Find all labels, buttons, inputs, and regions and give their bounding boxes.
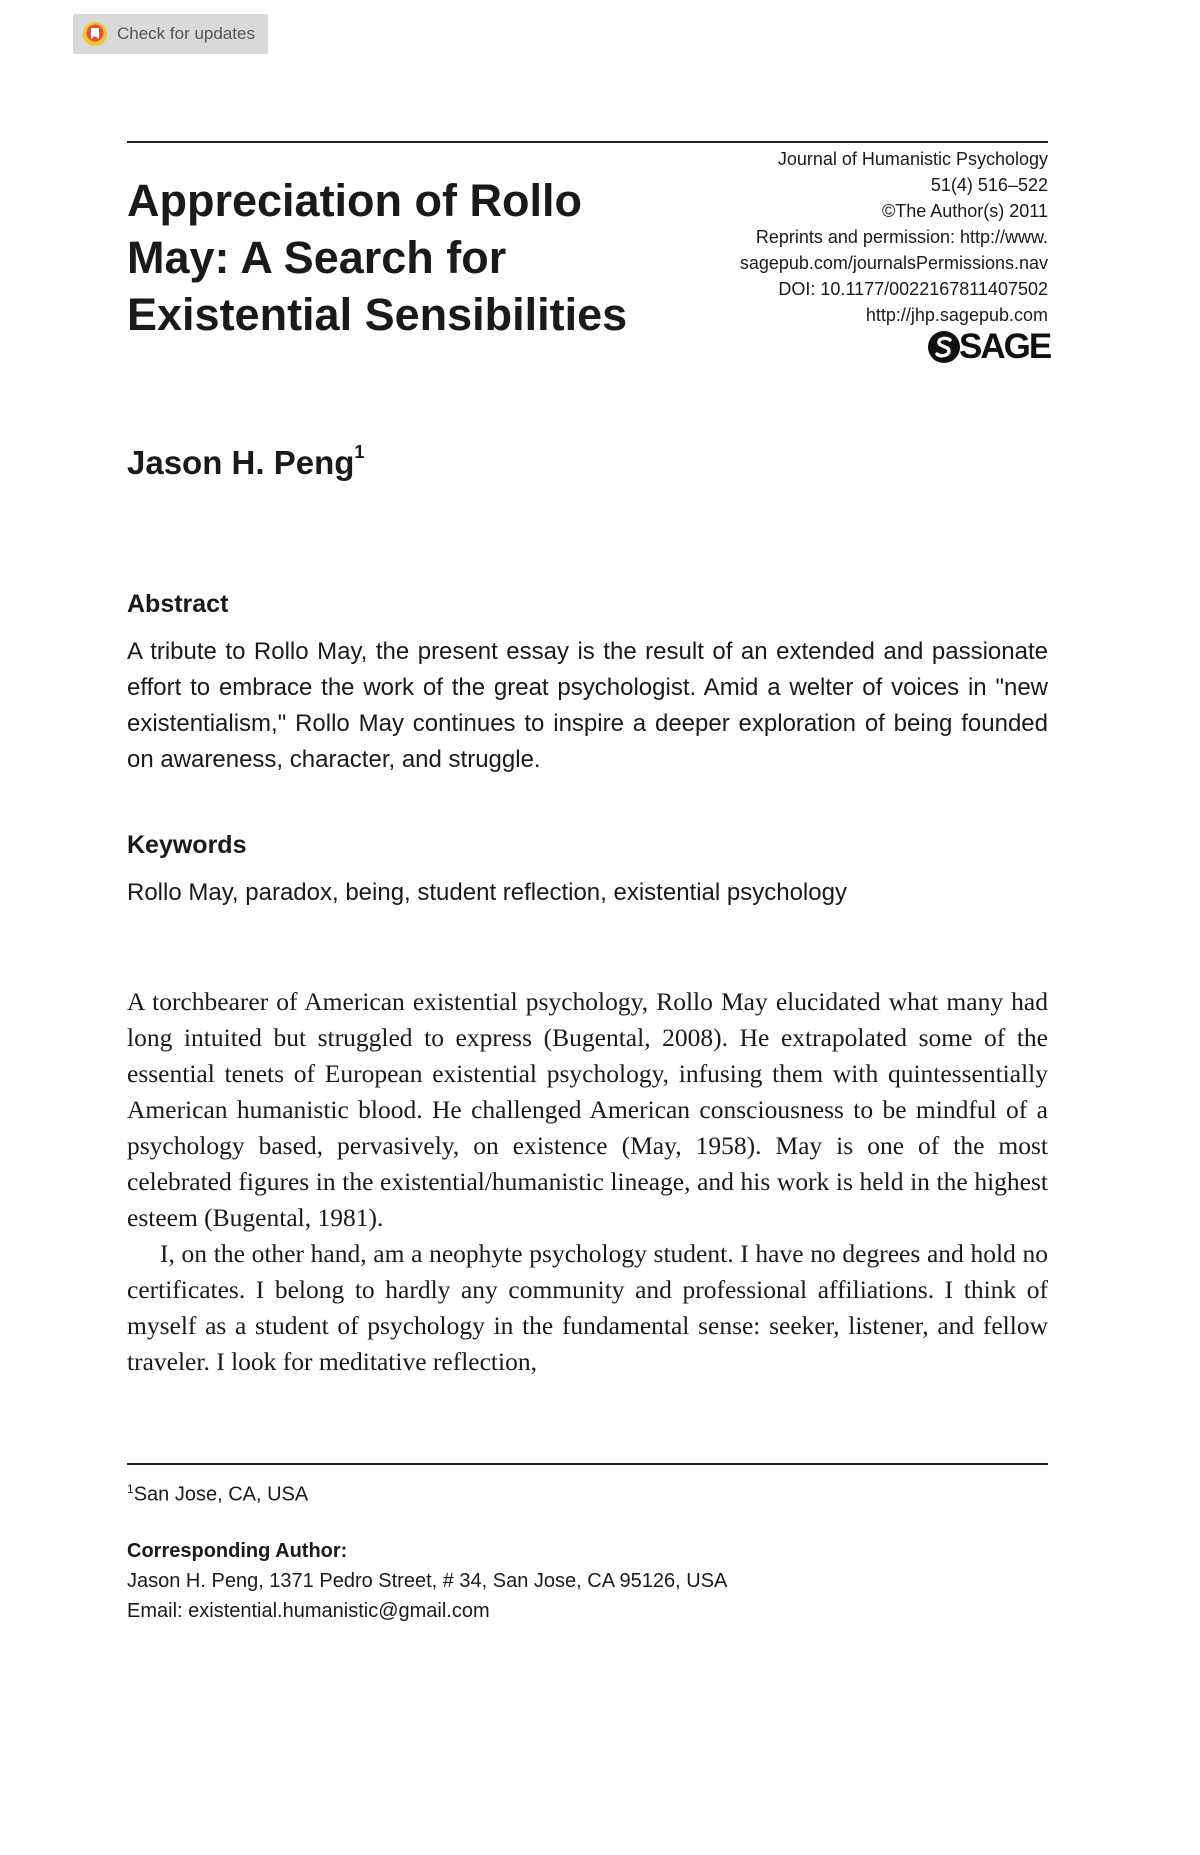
journal-url: http://jhp.sagepub.com [865,305,1048,325]
check-for-updates-button[interactable] [73,14,268,54]
check-updates-icon [81,20,109,48]
body-paragraph-2: I, on the other hand, am a neophyte psychology student. I have no degrees and hold no certificates. I belong to hardly any community and professional affiliations. I think of myself as a student of psychology in the fundamental sense: seeker, listener, and fellow traveler. I look for meditative reflection, [127,1239,1048,1376]
copyright: ©The Author(s) 2011 [881,201,1048,221]
sage-logo [927,327,1051,366]
footnote-affiliation-mark: 1 [127,1482,134,1496]
footnote-affiliation [127,1482,308,1507]
sage-logo-text: SAGE [959,327,1051,366]
abstract-text: A tribute to Rollo May, the present essay is the result of an extended and passionate effort to embrace the work of the great psychologist. Amid a welter of voices in "new existentialism," Rollo May continues to inspire a deeper exploration of being founded on awareness, character, and struggle. [127,638,1048,773]
journal-info [688,146,1048,328]
reprints-line-2: sagepub.com/journalsPermissions.nav [739,253,1048,273]
abstract-heading: Abstract [127,590,229,618]
keywords-heading: Keywords [127,831,247,859]
keywords-text: Rollo May, paradox, being, student reflection, existential psychology [127,879,847,906]
footnote-rule [127,1463,1048,1465]
article-title: Appreciation of Rollo May: A Search for Existential Sensibilities [127,175,628,340]
sage-mark-icon [927,330,961,364]
journal-volume: 51(4) 516–522 [930,175,1048,195]
article-body [127,984,1048,1380]
check-updates-label: Check for updates [117,24,255,43]
author-name-text: Jason H. Peng [127,444,355,481]
author-affiliation-mark: 1 [354,442,365,462]
header-rule [127,141,1048,143]
corresponding-author-email: Email: existential.humanistic@gmail.com [127,1600,490,1622]
corresponding-author-heading: Corresponding Author: [127,1540,348,1562]
author-name [127,444,364,482]
reprints-line-1: Reprints and permission: http://www. [755,227,1048,247]
doi: DOI: 10.1177/0022167811407502 [778,279,1048,299]
corresponding-author-address: Jason H. Peng, 1371 Pedro Street, # 34, San Jose, CA 95126, USA [127,1570,728,1592]
body-paragraph-1: A torchbearer of American existential psychology, Rollo May elucidated what many had long intuited but struggled to express (Bugental, 2008). He extrapolated some of the essential tenets of European existential psychology, infusing them with quintessentially American humanistic blood. He challenged American consciousness to be mindful of a psychology based, pervasively, on existence (May, 1958). May is one of the most celebrated figures in the existential/humanistic lineage, and his work is held in the highest esteem (Bugental, 1981). [127,987,1048,1232]
footnote-affiliation-text: San Jose, CA, USA [133,1483,309,1506]
journal-name: Journal of Humanistic Psychology [777,149,1048,169]
